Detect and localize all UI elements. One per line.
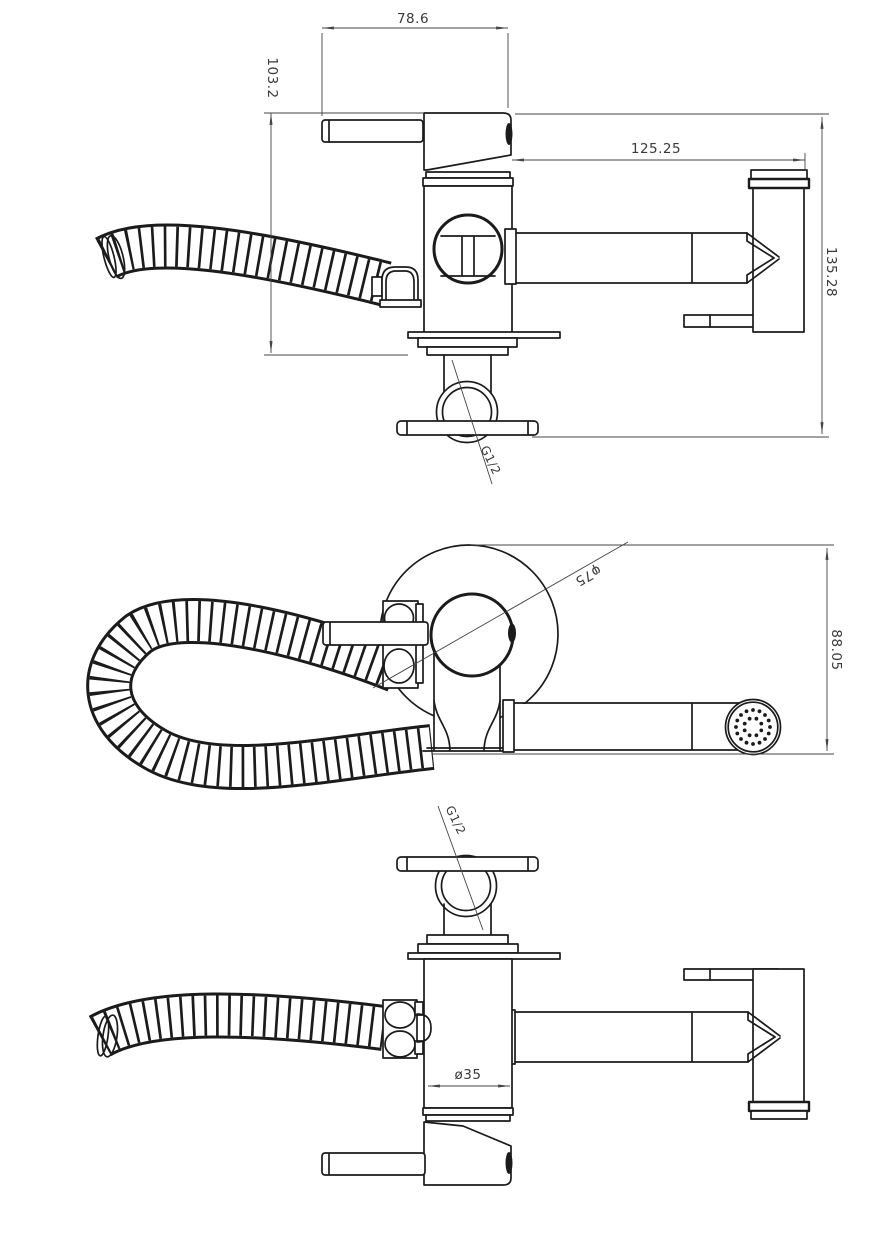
hand-sprayer — [748, 969, 809, 1119]
cross-handle — [397, 382, 538, 443]
shower-hose-icon — [95, 1014, 384, 1058]
lever-handle — [322, 113, 513, 170]
dim-label-spout-length: 125.25 — [630, 141, 682, 157]
ball-valve — [431, 594, 513, 676]
mixer-body — [423, 959, 513, 1121]
sprayer-face — [726, 700, 781, 755]
orthographic-view-front — [109, 542, 844, 767]
dim-label-overall-height: 135.28 — [823, 246, 839, 298]
escutcheon-plate — [408, 935, 560, 959]
lever-handle — [323, 622, 428, 645]
spout-pipe — [505, 229, 747, 284]
lever-handle — [322, 1122, 513, 1185]
orthographic-view-top — [99, 11, 839, 484]
valve-stem-cap — [508, 624, 516, 643]
dim-label-body-diameter: ø35 — [454, 1067, 482, 1083]
escutcheon-plate — [408, 332, 560, 393]
cross-handle — [397, 856, 538, 937]
dim-spout-length — [512, 141, 805, 171]
dim-label-body-height: 103.2 — [264, 57, 280, 99]
thread-label-bottom: G1/2 — [442, 803, 469, 838]
spout-pipe — [503, 700, 753, 752]
spout-pipe — [505, 1010, 748, 1064]
thread-label-top: G1/2 — [477, 443, 504, 478]
dim-handle-width — [322, 11, 508, 116]
shower-hose-icon — [99, 234, 386, 284]
dim-body-height — [264, 57, 424, 355]
dim-label-flange-diameter: φ75 — [571, 561, 604, 590]
dim-label-sprayer-offset: 88.05 — [828, 629, 844, 671]
orthographic-view-bottom — [95, 803, 809, 1185]
ball-valve — [434, 215, 502, 283]
hand-sprayer — [747, 170, 809, 332]
dim-label-handle-width: 78.6 — [396, 11, 430, 27]
